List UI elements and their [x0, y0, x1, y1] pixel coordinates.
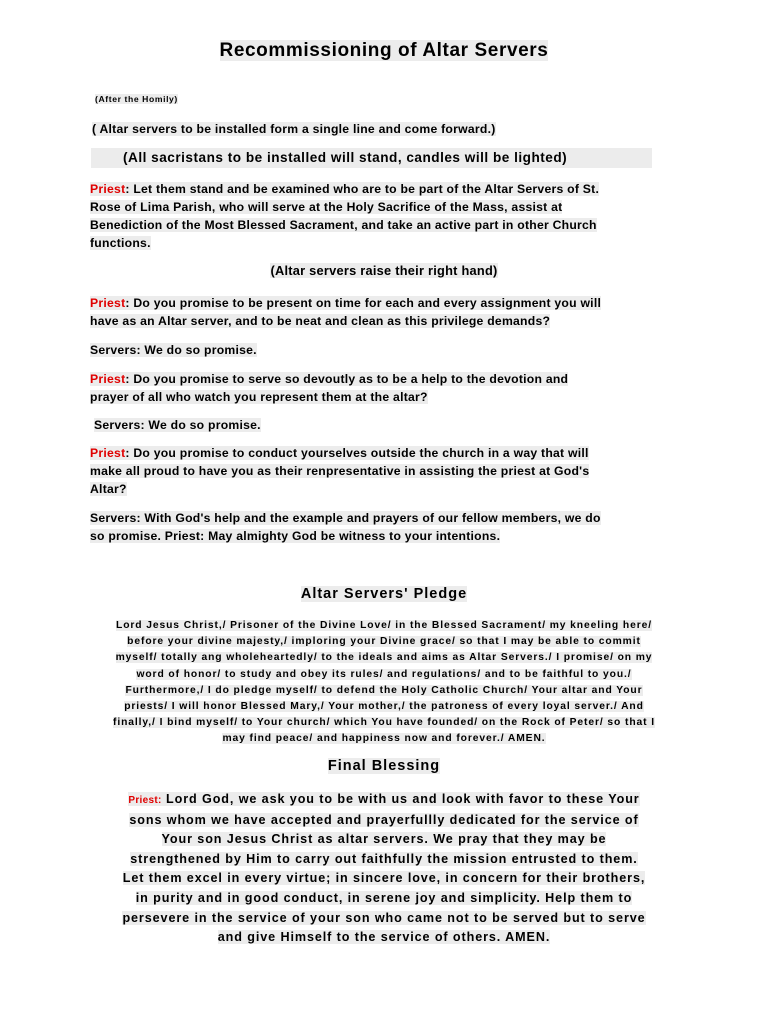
priest-label: Priest [90, 296, 126, 310]
pledge-line: Lord Jesus Christ,/ Prisoner of the Divine Love/ in the Blessed Sacrament/ my kneeling here/ [116, 620, 652, 631]
priest-examination-paragraph [90, 180, 599, 252]
q2-line: Do you promise to serve so devoutly as to be a help to the devotion and [133, 372, 569, 386]
document-title: Recommissioning of Altar Servers [219, 40, 549, 61]
sacristans-note-text: (All sacristans to be installed will stand, candles will be lighted) [123, 150, 568, 165]
blessing-heading: Final Blessing [327, 758, 441, 774]
q3-line: Altar? [90, 482, 127, 496]
priest-question-2 [90, 370, 568, 406]
blessing-line: strengthened by Him to carry out faithfully the mission entrusted to them. [130, 851, 638, 866]
priest-colon: : [125, 182, 130, 196]
blessing-line: Let them excel in every virtue; in sincere love, in concern for their brothers, [122, 871, 646, 886]
pledge-line: before your divine majesty,/ imploring your Divine grace/ so that I may be able to commit [127, 636, 641, 648]
after-homily-note: (After the Homily) [95, 94, 178, 104]
para1-line: Let them stand and be examined who are to be part of the Altar Servers of St. [133, 182, 600, 196]
sacristans-note [91, 148, 652, 168]
blessing-line: sons whom we have accepted and prayerfullly dedicated for the service of [129, 812, 639, 827]
priest-label: Priest [90, 372, 126, 386]
blessing-text [0, 790, 768, 948]
blessing-line: persevere in the service of your son who came not to be served but to serve [122, 910, 646, 925]
q1-line: Do you promise to be present on time for each and every assignment you will [133, 296, 602, 310]
line-forward-note: ( Altar servers to be installed form a single line and come forward.) [92, 122, 496, 136]
pledge-line: finally,/ I bind myself/ to Your church/ which You have founded/ on the Rock of Peter/ so that I [113, 717, 655, 729]
blessing-line: Lord God, we ask you to be with us and look with favor to these Your [166, 792, 640, 806]
priest-colon: : [125, 446, 130, 460]
priest-label: Priest [90, 446, 126, 460]
blessing-line: in purity and in good conduct, in serene joy and simplicity. Help them to [135, 890, 633, 905]
pledge-line: may find peace/ and happiness now and forever./ AMEN. [222, 733, 546, 745]
q3-line: Do you promise to conduct yourselves outside the church in a way that will [133, 446, 589, 460]
para1-line: Rose of Lima Parish, who will serve at the Holy Sacrifice of the Mass, assist at [90, 200, 563, 214]
answer3-line: so promise. Priest: May almighty God be witness to your intentions. [90, 529, 501, 543]
priest-question-1 [90, 294, 601, 330]
q3-line: make all proud to have you as their renpresentative in assisting the priest at God's [90, 464, 590, 478]
pledge-text [0, 618, 768, 748]
priest-colon: : [125, 372, 130, 386]
para1-line: functions. [90, 236, 151, 250]
priest-label: Priest [90, 182, 126, 196]
pledge-line: Furthermore,/ I do pledge myself/ to defend the Holy Catholic Church/ Your altar and Your [125, 684, 643, 696]
raise-hand-note: (Altar servers raise their right hand) [270, 263, 498, 278]
pledge-line: myself/ totally ang wholeheartedly/ to the ideals and aims as Altar Servers./ I promise/ on my [115, 652, 653, 664]
blessing-line: Your son Jesus Christ as altar servers. We pray that they may be [161, 832, 607, 847]
para1-line: Benediction of the Most Blessed Sacrament, and take an active part in other Church [90, 218, 597, 232]
pledge-line: word of honor/ to study and obey its rules/ and regulations/ and to be faithful to you./ [136, 668, 632, 680]
servers-answer-2: Servers: We do so promise. [94, 418, 261, 432]
blessing-line: and give Himself to the service of others. AMEN. [217, 930, 551, 945]
q1-line: have as an Altar server, and to be neat and clean as this privilege demands? [90, 314, 551, 328]
answer3-line: Servers: With God's help and the example and prayers of our fellow members, we do [90, 511, 601, 525]
q2-line: prayer of all who watch you represent them at the altar? [90, 390, 428, 404]
pledge-line: priests/ I will honor Blessed Mary,/ Your mother,/ the patroness of every loyal server./ And [124, 701, 644, 713]
servers-answer-1: Servers: We do so promise. [90, 343, 257, 357]
servers-answer-3 [90, 509, 601, 545]
priest-colon: : [125, 296, 130, 310]
priest-question-3 [90, 444, 589, 498]
blessing-priest-label: Priest: [128, 795, 162, 806]
pledge-heading: Altar Servers' Pledge [300, 586, 468, 602]
